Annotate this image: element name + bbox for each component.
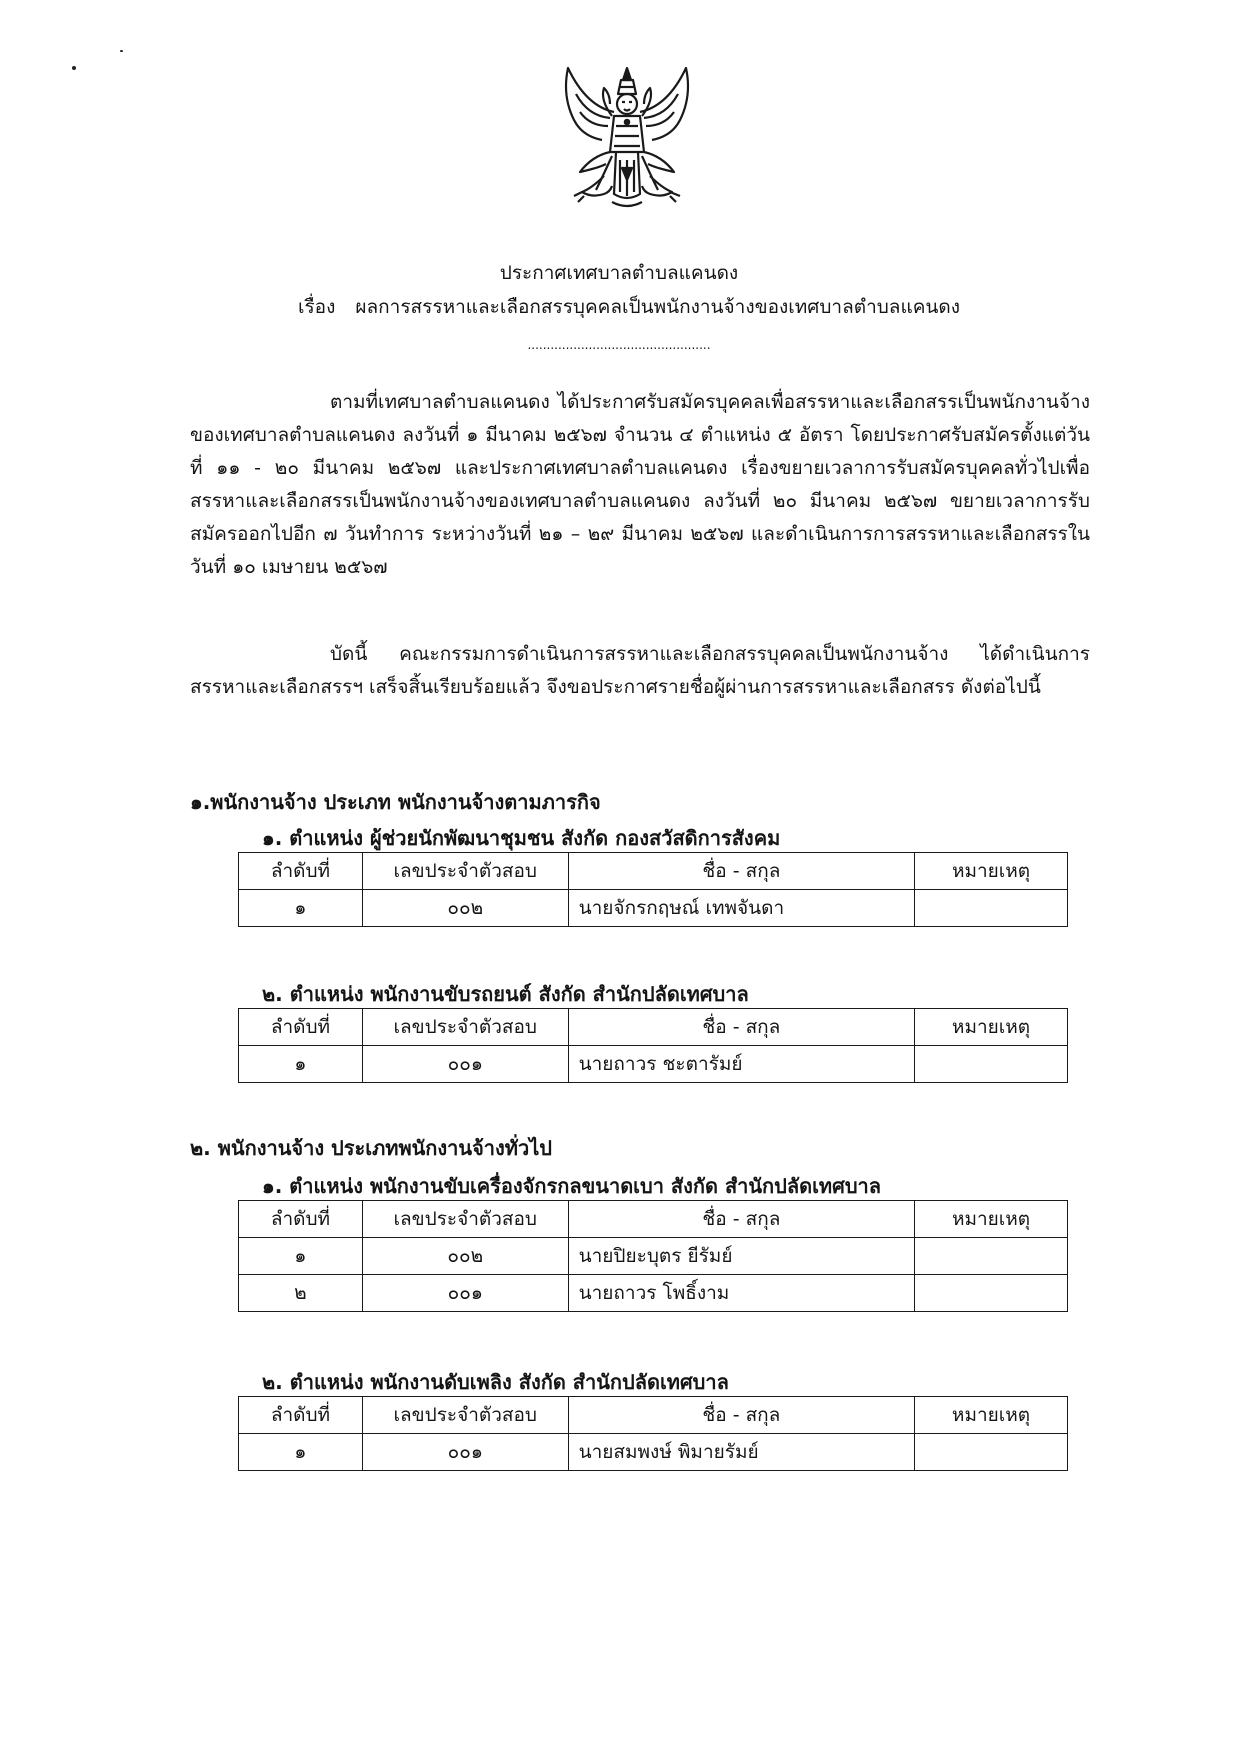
- cell-order: ๒: [239, 1275, 363, 1312]
- cell-exam-id: ๐๐๒: [362, 1238, 568, 1275]
- header-remark: หมายเหตุ: [915, 1201, 1068, 1238]
- results-table: [238, 1200, 1068, 1312]
- cell-exam-id: ๐๐๑: [362, 1275, 568, 1312]
- table-row: [239, 1434, 1068, 1471]
- header-order: ลำดับที่: [239, 853, 363, 890]
- garuda-emblem: [552, 60, 702, 220]
- table-header-row: [239, 1201, 1068, 1238]
- results-table: [238, 1008, 1068, 1083]
- cell-remark: [915, 1046, 1068, 1083]
- section-heading: ๑.พนักงานจ้าง ประเภท พนักงานจ้างตามภารกิจ: [190, 790, 601, 814]
- header-order: ลำดับที่: [239, 1009, 363, 1046]
- header-name: ชื่อ - สกุล: [568, 1201, 914, 1238]
- header-remark: หมายเหตุ: [915, 1009, 1068, 1046]
- cell-order: ๑: [239, 1238, 363, 1275]
- header-exam-id: เลขประจำตัวสอบ: [362, 1397, 568, 1434]
- table-row: [239, 1275, 1068, 1312]
- cell-remark: [915, 890, 1068, 927]
- cell-remark: [915, 1275, 1068, 1312]
- position-heading: ๑. ตำแหน่ง พนักงานขับเครื่องจักรกลขนาดเบา สังกัด สำนักปลัดเทศบาล: [262, 1174, 881, 1198]
- table-row: [239, 890, 1068, 927]
- results-table: [238, 852, 1068, 927]
- header-exam-id: เลขประจำตัวสอบ: [362, 1201, 568, 1238]
- table-header-row: [239, 1397, 1068, 1434]
- separator-dots: ................................................: [527, 338, 711, 352]
- cell-name: นายจักรกฤษณ์ เทพจันดา: [568, 890, 914, 927]
- cell-order: ๑: [239, 1046, 363, 1083]
- cell-name: นายสมพงษ์ พิมายรัมย์: [568, 1434, 914, 1471]
- announcement-subject: [0, 292, 1238, 322]
- cell-exam-id: ๐๐๒: [362, 890, 568, 927]
- header-order: ลำดับที่: [239, 1201, 363, 1238]
- header-exam-id: เลขประจำตัวสอบ: [362, 853, 568, 890]
- subject-label: เรื่อง: [297, 296, 336, 318]
- section-heading: ๒. พนักงานจ้าง ประเภทพนักงานจ้างทั่วไป: [190, 1136, 552, 1160]
- scan-speck: [72, 66, 76, 70]
- table-row: [239, 1238, 1068, 1275]
- header-name: ชื่อ - สกุล: [568, 1397, 914, 1434]
- cell-exam-id: ๐๐๑: [362, 1434, 568, 1471]
- cell-remark: [915, 1434, 1068, 1471]
- table-header-row: [239, 853, 1068, 890]
- header-exam-id: เลขประจำตัวสอบ: [362, 1009, 568, 1046]
- scan-speck: [120, 50, 123, 52]
- header-name: ชื่อ - สกุล: [568, 1009, 914, 1046]
- position-heading: ๒. ตำแหน่ง พนักงานขับรถยนต์ สังกัด สำนักปลัดเทศบาล: [262, 982, 749, 1006]
- header-order: ลำดับที่: [239, 1397, 363, 1434]
- announcement-title: ประกาศเทศบาลตำบลแคนดง: [499, 262, 739, 284]
- header-remark: หมายเหตุ: [915, 853, 1068, 890]
- position-heading: ๒. ตำแหน่ง พนักงานดับเพลิง สังกัด สำนักปลัดเทศบาล: [262, 1370, 729, 1394]
- body-paragraph-2: บัดนี้ คณะกรรมการดำเนินการสรรหาและเลือกสรรบุคคลเป็นพนักงานจ้าง ได้ดำเนินการสรรหาและเลือกสรรฯ เสร็จสิ้นเรียบร้อยแล้ว จึงขอประกาศรายชื่อผู้ผ่านการสรรหาและเลือกสรร ดังต่อไปนี้: [190, 643, 1090, 698]
- cell-order: ๑: [239, 890, 363, 927]
- cell-name: นายปิยะบุตร ยีรัมย์: [568, 1238, 914, 1275]
- cell-remark: [915, 1238, 1068, 1275]
- cell-name: นายถาวร ชะตารัมย์: [568, 1046, 914, 1083]
- cell-name: นายถาวร โพธิ์งาม: [568, 1275, 914, 1312]
- header-name: ชื่อ - สกุล: [568, 853, 914, 890]
- subject-text: ผลการสรรหาและเลือกสรรบุคคลเป็นพนักงานจ้างของเทศบาลตำบลแคนดง: [355, 296, 961, 318]
- table-row: [239, 1046, 1068, 1083]
- body-paragraph-1: ตามที่เทศบาลตำบลแคนดง ได้ประกาศรับสมัครบุคคลเพื่อสรรหาและเลือกสรรเป็นพนักงานจ้างของเทศบาลตำบลแคนดง ลงวันที่ ๑ มีนาคม ๒๕๖๗ จำนวน ๔ ตำแหน่ง ๕ อัตรา โดยประกาศรับสมัครตั้งแต่วันที่ ๑๑ - ๒๐ มีนาคม ๒๕๖๗ และประกาศเทศบาลตำบลแคนดง เรื่องขยายเวลาการรับสมัครบุคคลทั่วไปเพื่อสรรหาและเลือกสรรเป็นพนักงานจ้างของเทศบาลตำบลแคนดง ลงวันที่ ๒๐ มีนาคม ๒๕๖๗ ขยายเวลาการรับสมัครออกไปอีก ๗ วันทำการ ระหว่างวันที่ ๒๑ – ๒๙ มีนาคม ๒๕๖๗ และดำเนินการการสรรหาและเลือกสรรในวันที่ ๑๐ เมษายน ๒๕๖๗: [190, 391, 1090, 578]
- header-remark: หมายเหตุ: [915, 1397, 1068, 1434]
- position-heading: ๑. ตำแหน่ง ผู้ช่วยนักพัฒนาชุมชน สังกัด กองสวัสดิการสังคม: [262, 826, 781, 850]
- cell-exam-id: ๐๐๑: [362, 1046, 568, 1083]
- results-table: [238, 1396, 1068, 1471]
- cell-order: ๑: [239, 1434, 363, 1471]
- table-header-row: [239, 1009, 1068, 1046]
